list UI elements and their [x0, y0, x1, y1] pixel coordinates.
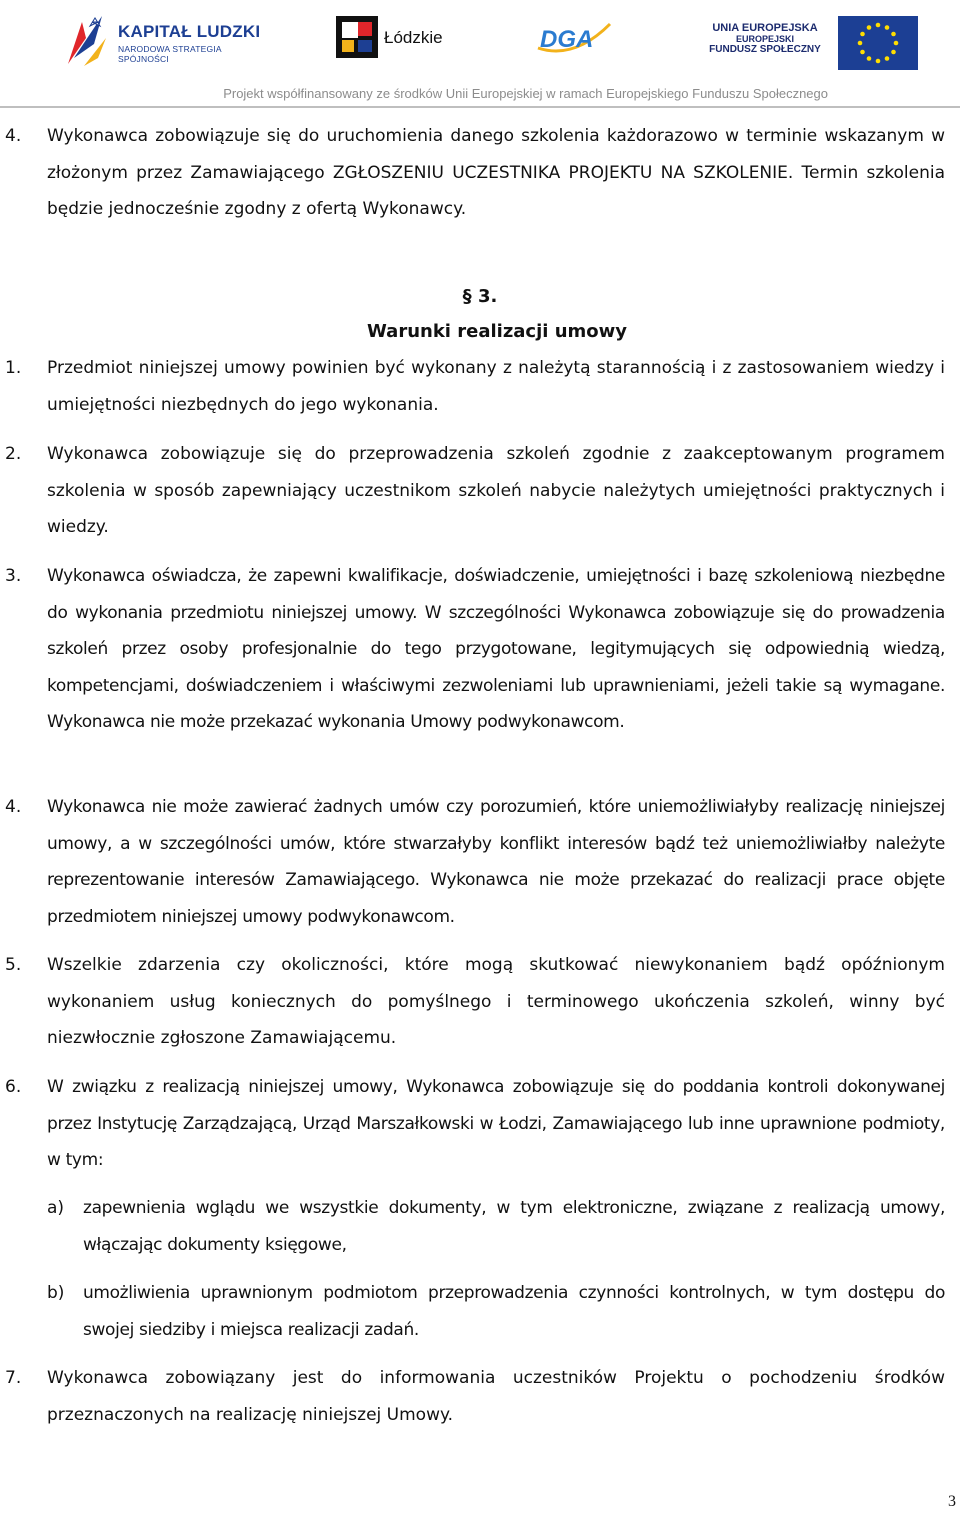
item-7-text: Wykonawca zobowiązany jest do informowania uczestników Projektu o pochodzeniu środków przeznaczonych na realizację niniejszej Umowy. [47, 1368, 945, 1425]
item-2-text: Wykonawca zobowiązuje się do przeprowadzenia szkoleń zgodnie z zaakceptowanym programem szkolenia w sposób zapewniający uczestnikom szkoleń nabycie należytych umiejętności praktycznych i wiedzy. [47, 444, 945, 538]
item-1-number: 1. [5, 358, 22, 378]
eu-label-line3: FUNDUSZ SPOŁECZNY [709, 44, 821, 55]
kapital-ludzki-logo [64, 8, 274, 70]
item-3-text: Wykonawca oświadcza, że zapewni kwalifikacje, doświadczenie, umiejętności i bazę szkoleniową niezbędne do wykonania przedmiotu niniejszej umowy. W szczególności Wykonawca zobowiązuje się do prowadzenia szkoleń przez osoby profesjonalnie do tego przygotowane, legitymujących się odpowiednią wiedzą, kompetencjami, doświadczeniem i właściwymi zezwoleniami lub uprawnieniami, jeżeli takie są wymagane. Wykonawca nie może przekazać wykonania Umowy podwykonawcom. [47, 566, 945, 733]
intro-paragraph: Wykonawca zobowiązuje się do uruchomienia danego szkolenia każdorazowo w terminie wskazanym w złożonym przez Zamawiającego ZGŁOSZENIU UCZESTNIKA PROJEKTU NA SZKOLENIE. Termin szkolenia będzie jednocześnie zgodny z ofertą Wykonawcy. [47, 126, 945, 220]
item-4-text: Wykonawca nie może zawierać żadnych umów czy porozumień, które uniemożliwiałyby realizację niniejszej umowy, a w szczególności umów, które stwarzałyby konflikt interesów bądź też uniemożliwiałby należyte reprezentowanie interesów Zamawiającego. Wykonawca nie może przekazać do realizacji prace objęte przedmiotem niniejszej umowy podwykonawcom. [47, 797, 945, 927]
subitem-b-number: b) [47, 1283, 65, 1303]
item-5-number: 5. [5, 955, 22, 975]
eu-label-line2: EUROPEJSKI [735, 34, 795, 44]
dga-logo [534, 18, 614, 58]
item-2-number: 2. [5, 444, 22, 464]
cofinancing-text: Projekt współfinansowany ze środków Unii Europejskiej w ramach Europejskiego Funduszu Społecznego [223, 86, 828, 101]
subitem-b-text: umożliwienia uprawnionym podmiotom przeprowadzenia czynności kontrolnych, w tym dostępu do swojej siedziby i miejsca realizacji zadań. [83, 1283, 945, 1340]
item-1-text: Przedmiot niniejszej umowy powinien być wykonany z należytą starannością i z zastosowaniem wiedzy i umiejętności niezbędnych do jego wykonania. [47, 358, 945, 415]
item-5-text: Wszelkie zdarzenia czy okoliczności, które mogą skutkować niewykonaniem bądź opóźnionym wykonaniem usług koniecznych do pomyślnego i terminowego ukończenia szkoleń, winny być niezwłocznie zgłoszone Zamawiającemu. [47, 955, 945, 1049]
lodzkie-emblem-icon [336, 16, 378, 58]
kapital-ludzki-title: KAPITAŁ LUDZKI [118, 22, 261, 41]
header-divider [0, 106, 960, 108]
item-7-number: 7. [5, 1368, 22, 1388]
eu-label-line1: UNIA EUROPEJSKA [712, 22, 818, 34]
page-number: 3 [948, 1493, 956, 1510]
lodzkie-logo [336, 16, 466, 60]
item-6-text: W związku z realizacją niniejszej umowy, Wykonawca zobowiązuje się do poddania kontroli dokonywanej przez Instytucję Zarządzającą, Urząd Marszałkowski w Łodzi, Zamawiającego lub inne uprawnione podmioty, w tym: [47, 1077, 945, 1171]
page-header [0, 0, 960, 112]
subitem-a-number: a) [47, 1198, 65, 1218]
dga-label: DGA [540, 26, 594, 53]
item-4-number: 4. [5, 797, 22, 817]
section-number: § 3. [462, 286, 498, 307]
item-6-number: 6. [5, 1077, 22, 1097]
cofinancing-note [0, 86, 960, 104]
lodzkie-label: Łódzkie [384, 28, 443, 47]
item-3-number: 3. [5, 566, 22, 586]
intro-number: 4. [5, 126, 22, 146]
section-title: Warunki realizacji umowy [366, 321, 628, 342]
subitem-a-text: zapewnienia wglądu we wszystkie dokumenty, w tym elektroniczne, związane z realizacją umowy, włączając dokumenty księgowe, [83, 1198, 945, 1255]
kapital-ludzki-emblem-icon [64, 8, 110, 70]
kapital-ludzki-subtitle: NARODOWA STRATEGIA SPÓJNOŚCI [118, 44, 222, 64]
eu-efs-logo [700, 8, 940, 70]
logo-row [0, 0, 960, 80]
eu-flag-icon [838, 16, 918, 70]
